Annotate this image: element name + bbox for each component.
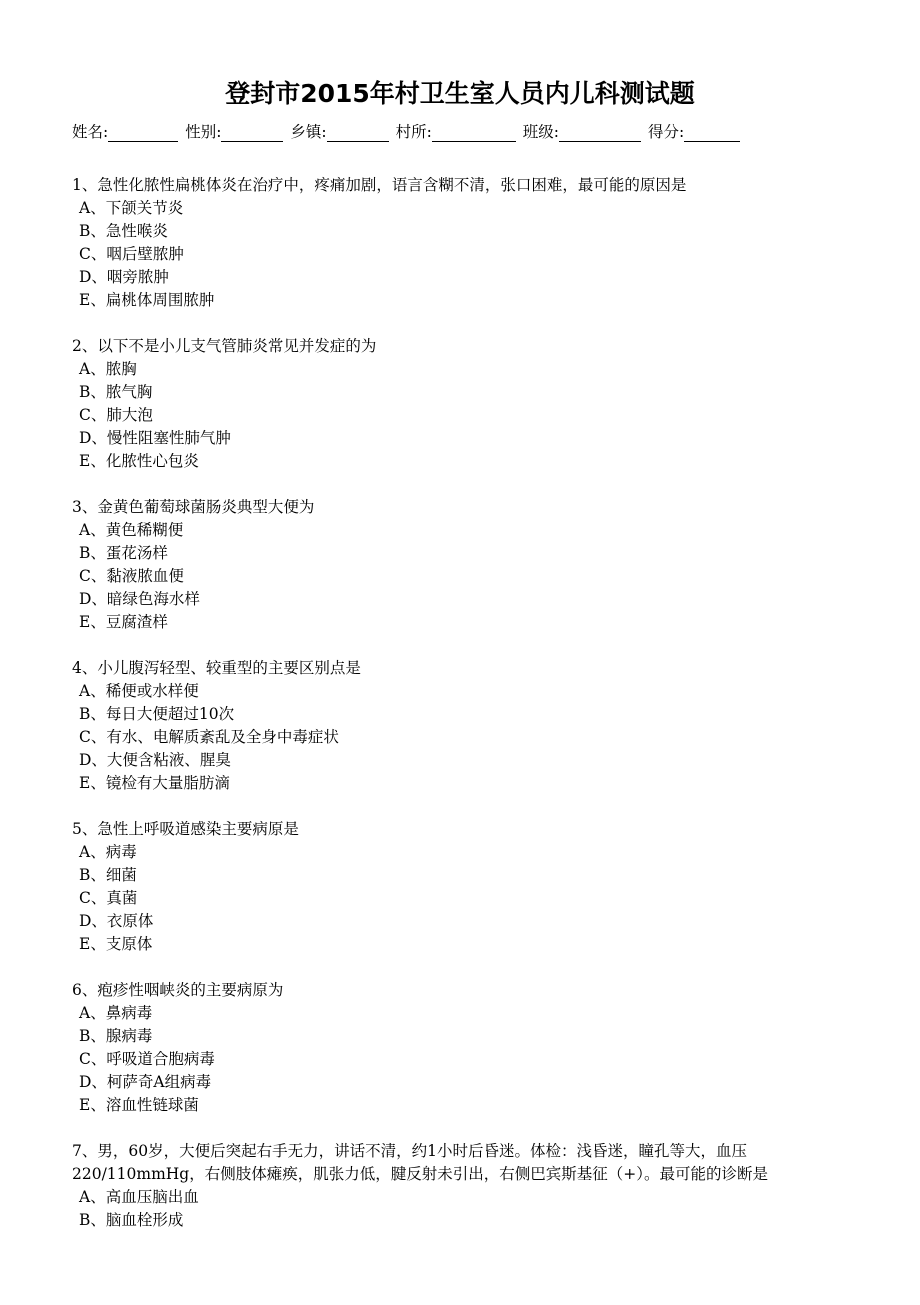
- gender-blank[interactable]: [221, 124, 283, 142]
- township-label: 乡镇:: [290, 123, 327, 141]
- option-d[interactable]: D、慢性阻塞性肺气肿: [79, 429, 231, 447]
- option-e[interactable]: E、豆腐渣样: [79, 613, 168, 631]
- option-c[interactable]: C、黏液脓血便: [79, 567, 184, 585]
- option-a[interactable]: A、黄色稀糊便: [79, 521, 184, 539]
- question-5: [72, 818, 862, 956]
- class-blank[interactable]: [559, 124, 641, 142]
- option-a[interactable]: A、病毒: [79, 843, 137, 861]
- question-stem: 1、急性化脓性扁桃体炎在治疗中，疼痛加剧，语言含糊不清，张口困难，最可能的原因是: [72, 176, 687, 194]
- option-e[interactable]: E、镜检有大量脂肪滴: [79, 774, 230, 792]
- option-d[interactable]: D、大便含粘液、腥臭: [79, 751, 231, 769]
- village-clinic-blank[interactable]: [432, 124, 516, 142]
- question-stem: 2、以下不是小儿支气管肺炎常见并发症的为: [72, 337, 377, 355]
- option-b[interactable]: B、腺病毒: [79, 1027, 153, 1045]
- option-c[interactable]: C、肺大泡: [79, 406, 153, 424]
- option-b[interactable]: B、每日大便超过10次: [79, 705, 235, 723]
- option-c[interactable]: C、咽后壁脓肿: [79, 245, 184, 263]
- question-4: [72, 657, 862, 795]
- name-label: 姓名:: [72, 123, 109, 141]
- option-a[interactable]: A、下颌关节炎: [79, 199, 184, 217]
- question-3: [72, 496, 862, 634]
- question-stem: 4、小儿腹泻轻型、较重型的主要区别点是: [72, 659, 361, 677]
- question-stem: 3、金黄色葡萄球菌肠炎典型大便为: [72, 498, 315, 516]
- class-label: 班级:: [522, 123, 559, 141]
- question-2: [72, 335, 862, 473]
- option-b[interactable]: B、蛋花汤样: [79, 544, 168, 562]
- option-d[interactable]: D、暗绿色海水样: [79, 590, 200, 608]
- option-d[interactable]: D、柯萨奇A组病毒: [79, 1073, 212, 1091]
- question-list: [72, 174, 862, 1255]
- question-7: [72, 1140, 862, 1232]
- village-clinic-label: 村所:: [395, 123, 432, 141]
- option-b[interactable]: B、细菌: [79, 866, 137, 884]
- question-stem: 7、男，60岁，大便后突起右手无力，讲话不清，约1小时后昏迷。体检：浅昏迷，瞳孔等大，血压220/110mmHg，右侧肢体瘫痪，肌张力低，腱反射未引出，右侧巴宾斯基征（+）。最可能的诊断是: [72, 1142, 768, 1183]
- option-c[interactable]: C、有水、电解质紊乱及全身中毒症状: [79, 728, 339, 746]
- option-e[interactable]: E、化脓性心包炎: [79, 452, 199, 470]
- gender-label: 性别:: [185, 123, 222, 141]
- option-a[interactable]: A、鼻病毒: [79, 1004, 153, 1022]
- option-b[interactable]: B、脑血栓形成: [79, 1211, 184, 1229]
- question-stem: 5、急性上呼吸道感染主要病原是: [72, 820, 299, 838]
- option-e[interactable]: E、扁桃体周围脓肿: [79, 291, 215, 309]
- option-a[interactable]: A、脓胸: [79, 360, 137, 378]
- option-e[interactable]: E、支原体: [79, 935, 153, 953]
- option-d[interactable]: D、咽旁脓肿: [79, 268, 169, 286]
- question-stem: 6、疱疹性咽峡炎的主要病原为: [72, 981, 284, 999]
- township-blank[interactable]: [327, 124, 389, 142]
- score-blank[interactable]: [684, 124, 740, 142]
- option-a[interactable]: A、高血压脑出血: [79, 1188, 199, 1206]
- option-b[interactable]: B、脓气胸: [79, 383, 153, 401]
- option-a[interactable]: A、稀便或水样便: [79, 682, 199, 700]
- student-info-row: [72, 122, 742, 142]
- score-label: 得分:: [647, 123, 685, 141]
- option-e[interactable]: E、溶血性链球菌: [79, 1096, 199, 1114]
- name-blank[interactable]: [108, 124, 178, 142]
- option-c[interactable]: C、呼吸道合胞病毒: [79, 1050, 215, 1068]
- option-c[interactable]: C、真菌: [79, 889, 138, 907]
- question-1: [72, 174, 862, 312]
- option-b[interactable]: B、急性喉炎: [79, 222, 168, 240]
- page-title: 登封市2015年村卫生室人员内儿科测试题: [225, 79, 695, 108]
- option-d[interactable]: D、衣原体: [79, 912, 154, 930]
- question-6: [72, 979, 862, 1117]
